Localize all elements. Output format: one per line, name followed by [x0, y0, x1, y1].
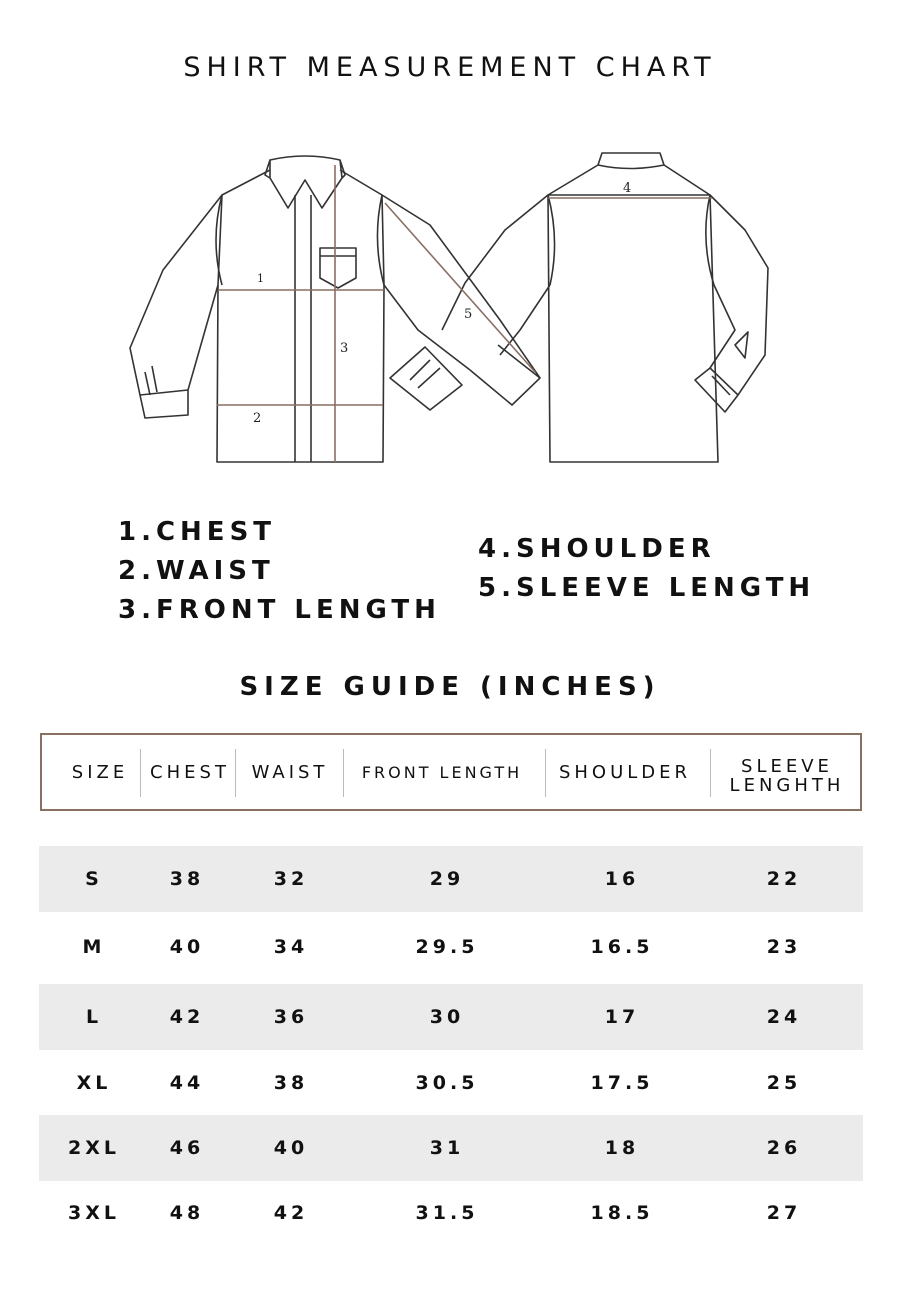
- cell-waist: 32: [273, 868, 309, 890]
- cell-shoulder: 17.5: [590, 1072, 654, 1094]
- cell-front-length: 29.5: [415, 936, 479, 958]
- cell-size: L: [85, 1006, 103, 1028]
- cell-chest: 38: [169, 868, 205, 890]
- column-header-waist: WAIST: [251, 761, 329, 783]
- cell-front-length: 30.5: [415, 1072, 479, 1094]
- cell-size: M: [82, 936, 106, 958]
- column-header-shoulder: SHOULDER: [558, 761, 692, 783]
- cell-chest: 42: [169, 1006, 205, 1028]
- cell-chest: 46: [169, 1137, 205, 1159]
- column-divider: [235, 749, 236, 797]
- column-header-sleeve-length: SLEEVE LENGHTH: [729, 756, 845, 796]
- diagram-label-3: 3: [340, 341, 349, 356]
- diagram-label-5: 5: [464, 307, 473, 322]
- sleeve-measure-line: [385, 203, 535, 372]
- cell-sleeve-length: 24: [766, 1006, 802, 1028]
- cell-waist: 42: [273, 1202, 309, 1224]
- table-row: [39, 914, 863, 980]
- legend-item-chest: 1.CHEST: [118, 517, 277, 547]
- cell-waist: 40: [273, 1137, 309, 1159]
- measurement-legend-right: [478, 530, 815, 608]
- diagram-label-1: 1: [257, 272, 264, 285]
- cell-shoulder: 18.5: [590, 1202, 654, 1224]
- cell-shoulder: 17: [604, 1006, 640, 1028]
- cell-size: XL: [76, 1072, 112, 1094]
- page-title: SHIRT MEASUREMENT CHART: [183, 52, 717, 83]
- cell-sleeve-length: 25: [766, 1072, 802, 1094]
- column-header-front-length: FRONT LENGTH: [361, 762, 523, 782]
- cell-sleeve-length: 23: [766, 936, 802, 958]
- cell-front-length: 29: [429, 868, 465, 890]
- cell-front-length: 30: [429, 1006, 465, 1028]
- table-row: [39, 984, 863, 1050]
- column-divider: [140, 749, 141, 797]
- cell-front-length: 31: [429, 1137, 465, 1159]
- diagram-label-2: 2: [253, 411, 262, 426]
- legend-item-shoulder: 4.SHOULDER: [478, 534, 716, 564]
- table-row: [39, 1050, 863, 1116]
- size-table-header: [40, 733, 862, 811]
- legend-item-sleeve-length: 5.SLEEVE LENGTH: [478, 573, 816, 603]
- cell-chest: 48: [169, 1202, 205, 1224]
- cell-sleeve-length: 22: [766, 868, 802, 890]
- diagram-label-4: 4: [623, 181, 632, 196]
- cell-size: 3XL: [68, 1202, 120, 1224]
- cell-size: S: [85, 868, 103, 890]
- cell-chest: 40: [169, 936, 205, 958]
- cell-waist: 34: [273, 936, 309, 958]
- cell-shoulder: 18: [604, 1137, 640, 1159]
- cell-size: 2XL: [68, 1137, 120, 1159]
- cell-sleeve-length: 26: [766, 1137, 802, 1159]
- column-header-chest: CHEST: [150, 761, 230, 783]
- cell-waist: 36: [273, 1006, 309, 1028]
- legend-item-waist: 2.WAIST: [118, 556, 275, 586]
- cell-waist: 38: [273, 1072, 309, 1094]
- size-guide-title: SIZE GUIDE (INCHES): [239, 672, 661, 702]
- cell-sleeve-length: 27: [766, 1202, 802, 1224]
- column-header-size: SIZE: [71, 761, 129, 783]
- cell-chest: 44: [169, 1072, 205, 1094]
- shirt-diagram: [0, 130, 900, 480]
- legend-item-front-length: 3.FRONT LENGTH: [118, 595, 441, 625]
- column-divider: [710, 749, 711, 797]
- cell-shoulder: 16: [604, 868, 640, 890]
- table-row: [39, 846, 863, 912]
- measurement-legend-left: [118, 513, 441, 630]
- cell-front-length: 31.5: [415, 1202, 479, 1224]
- cell-shoulder: 16.5: [590, 936, 654, 958]
- table-row: [39, 1180, 863, 1246]
- table-row: [39, 1115, 863, 1181]
